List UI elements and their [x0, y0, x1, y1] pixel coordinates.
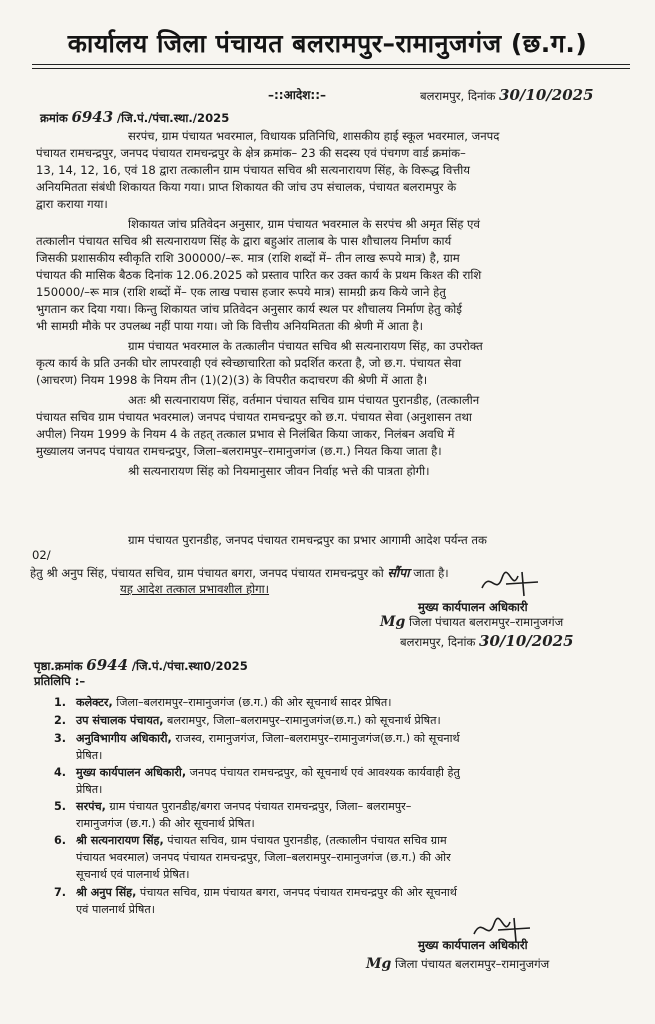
copy-item-number: 4. — [54, 766, 67, 779]
copy-item-head: सरपंच, — [76, 800, 106, 813]
order-line: भी सामग्री मौके पर उपलब्ध नहीं पाया गया। जो कि वित्तीय अनियमितता की श्रेणी में आता है। — [36, 319, 424, 333]
effective-statement: यह आदेश तत्काल प्रभावशील होगा। — [120, 582, 270, 596]
copy-item-number: 3. — [54, 732, 67, 745]
order-number — [40, 108, 229, 126]
sig1-designation: मुख्य कार्यपालन अधिकारी — [418, 600, 528, 614]
copy-item-head: श्री अनुप सिंह, — [76, 886, 137, 899]
title-underline — [32, 64, 630, 65]
copy-item-head: अनुविभागीय अधिकारी, — [76, 732, 172, 745]
order-last-line — [30, 564, 449, 581]
copy-list-item: सूचनार्थ एवं पालनार्थ प्रेषित। — [76, 868, 190, 881]
order-line: ग्राम पंचायत पुरानडीह, जनपद पंचायत रामचन्द्रपुर का प्रभार आगामी आदेश पर्यन्त तक — [128, 533, 487, 547]
copy-item-text: श्री अनुप सिंह, पंचायत सचिव, ग्राम पंचायत बगरा, जनपद पंचायत रामचन्द्रपुर की ओर सूचनार्थ — [76, 886, 457, 899]
header-place-date — [420, 86, 594, 104]
copy-item-text: कलेक्टर, जिला–बलरामपुर–रामानुजगंज (छ.ग.) की ओर सूचनार्थ सादर प्रेषित। — [76, 696, 392, 709]
order-line: द्वारा कराया गया। — [36, 197, 108, 211]
sig1-place-date-label: बलरामपुर, दिनांक — [400, 635, 476, 649]
kramank-label: क्रमांक — [40, 111, 68, 125]
copy-item-text: श्री सत्यनारायण सिंह, पंचायत सचिव, ग्राम पंचायत पुरानडीह, (तत्कालीन पंचायत सचिव ग्राम — [76, 834, 447, 847]
initials-mark-2: Mg — [366, 956, 392, 972]
order-line: मुख्यालय जनपद पंचायत रामचन्द्रपुर, जिला–बलरामपुर–रामानुजगंज (छ.ग.) नियत किया जाता है। — [36, 444, 442, 458]
copy-list-item: प्रेषित। — [76, 783, 103, 796]
copy-item-number: 7. — [54, 886, 67, 899]
copy-item-head: कलेक्टर, — [76, 696, 113, 709]
copy-item-text: मुख्य कार्यपालन अधिकारी, जनपद पंचायत रामचन्द्रपुर, को सूचनार्थ एवं आवश्यक कार्यवाही हेतु — [76, 766, 460, 779]
copy-item-number: 6. — [54, 834, 67, 847]
order-line: पंचायत की मासिक बैठक दिनांक 12.06.2025 को प्रस्ताव पारित कर उक्त कार्य के प्रथम किश्त की राशि — [36, 268, 482, 282]
endorsement-kramank-label: पृष्ठा.क्रमांक — [34, 659, 83, 673]
copy-list-item — [54, 832, 628, 849]
order-line: जिसकी प्रशासकीय स्वीकृति राशि 300000/–रू. मात्र (राशि शब्दों में– तीन लाख रूपये मात्र) है, ग्राम — [36, 251, 460, 265]
copy-list-item — [54, 798, 628, 815]
place-date-label: बलरामपुर, दिनांक — [420, 89, 496, 103]
order-line: पंचायत सचिव ग्राम पंचायत भवरमाल) जनपद पंचायत रामचन्द्रपुर को छ.ग. पंचायत सेवा (अनुशासन तथा — [36, 410, 472, 424]
order-line: 150000/–रू मात्र (राशि शब्दों में– एक लाख पचास हजार रूपये मात्र) सामग्री क्रय किये जाने हेतु — [36, 285, 446, 299]
order-line: सरपंच, ग्राम पंचायत भवरमाल, विधायक प्रतिनिधि, शासकीय हाई स्कूल भवरमाल, जनपद — [128, 129, 500, 143]
sig1-handwritten-date: 30/10/2025 — [479, 632, 574, 650]
last-line-suffix: जाता है। — [413, 566, 449, 580]
copy-list-item — [54, 694, 628, 711]
sig1-office-text: जिला पंचायत बलरामपुर–रामानुजगंज — [408, 615, 564, 629]
copy-list-item: रामानुजगंज (छ.ग.) की ओर सूचनार्थ प्रेषित। — [76, 817, 255, 830]
copy-item-text: अनुविभागीय अधिकारी, राजस्व, रामानुजगंज, जिला–बलरामपुर–रामानुजगंज(छ.ग.) को सूचनार्थ — [76, 732, 460, 745]
copy-list-item — [54, 712, 628, 729]
aadesh-heading: –::आदेश::– — [268, 88, 326, 102]
copy-item-number: 2. — [54, 714, 67, 727]
order-line: भुगतान कर दिया गया। किन्तु शिकायत जांच प्रतिवेदन अनुसार कार्य स्थल पर शौचालय निर्माण हेतु कोई — [36, 302, 462, 316]
endorsement-kramank-ref: /जि.पं./पंचा.स्था0/2025 — [131, 659, 248, 673]
initials-mark-1: Mg — [380, 614, 406, 630]
copy-list-item: पंचायत भवरमाल) जनपद पंचायत रामचन्द्रपुर, जिला–बलरामपुर–रामानुजगंज (छ.ग.) की ओर — [76, 851, 451, 864]
copy-list-item — [54, 730, 628, 747]
sig2-designation: मुख्य कार्यपालन अधिकारी — [418, 938, 528, 952]
copy-item-text: उप संचालक पंचायत, बलरामपुर, जिला–बलरामपुर–रामानुजगंज(छ.ग.) को सूचनार्थ प्रेषित। — [76, 714, 441, 727]
copy-item-number: 5. — [54, 800, 67, 813]
copy-item-head: मुख्य कार्यपालन अधिकारी, — [76, 766, 187, 779]
kramank-number: 6943 — [71, 108, 114, 126]
copy-item-head: उप संचालक पंचायत, — [76, 714, 164, 727]
order-line: शिकायत जांच प्रतिवेदन अनुसार, ग्राम पंचायत भवरमाल के सरपंच श्री अमृत सिंह एवं — [128, 217, 480, 231]
copy-list-item: प्रेषित। — [76, 749, 103, 762]
sig1-office — [380, 614, 563, 630]
copy-item-number: 1. — [54, 696, 67, 709]
order-line: अतः श्री सत्यनारायण सिंह, वर्तमान पंचायत सचिव ग्राम पंचायत पुरानडीह, (तत्कालीन — [128, 393, 480, 407]
serial-02: 02/ — [32, 548, 51, 562]
sig1-place-date — [400, 632, 574, 650]
sig2-office-text: जिला पंचायत बलरामपुर–रामानुजगंज — [394, 957, 550, 971]
last-line-prefix: हेतु श्री अनुप सिंह, पंचायत सचिव, ग्राम पंचायत बगरा, जनपद पंचायत रामचन्द्रपुर को — [30, 566, 384, 580]
copy-item-head: श्री सत्यनारायण सिंह, — [76, 834, 164, 847]
last-line-handwritten: सौंपा — [387, 565, 410, 580]
endorsement-number — [34, 656, 248, 674]
pratilipi-label: प्रतिलिपि :– — [34, 674, 86, 688]
copy-item-text: सरपंच, ग्राम पंचायत पुरानडीह/बगरा जनपद पंचायत रामचन्द्रपुर, जिला– बलरामपुर– — [76, 800, 412, 813]
order-line: (आचरण) नियम 1998 के नियम तीन (1)(2)(3) के विपरीत कदाचरण की श्रेणी में आता है। — [36, 373, 428, 387]
endorsement-kramank-number: 6944 — [86, 656, 129, 674]
order-line: कृत्य कार्य के प्रति उनकी घोर लापरवाही एवं स्वेच्छाचारिता को प्रदर्शित करता है, जो छ.ग. पंचायत सेवा — [36, 356, 462, 370]
order-line: पंचायत रामचन्द्रपुर, जनपद पंचायत रामचन्द्रपुर के क्षेत्र क्रमांक– 23 की सदस्य एवं पंचगण वार्ड क्रमांक– — [36, 146, 466, 160]
order-line: 13, 14, 12, 16, एवं 18 द्वारा तत्कालीन ग्राम पंचायत सचिव श्री सत्यनारायण सिंह, के विरूद्ध वित्तीय — [36, 163, 471, 177]
order-line: अपील) नियम 1999 के नियम 4 के तहत् तत्काल प्रभाव से निलंबित किया जाकर, निलंबन अवधि में — [36, 427, 455, 441]
sig2-office — [366, 956, 549, 972]
order-line: अनियमितता संबंधी शिकायत किया गया। प्राप्त शिकायत की जांच उप संचालक, पंचायत बलरामपुर के — [36, 180, 457, 194]
handwritten-date: 30/10/2025 — [499, 86, 594, 104]
copy-list-item — [54, 764, 628, 781]
kramank-ref: /जि.पं./पंचा.स्था./2025 — [116, 111, 230, 125]
order-line: ग्राम पंचायत भवरमाल के तत्कालीन पंचायत सचिव श्री सत्यनारायण सिंह, का उपरोक्त — [128, 339, 483, 353]
signature-mark-1 — [478, 566, 544, 602]
order-line: श्री सत्यनारायण सिंह को नियमानुसार जीवन निर्वाह भत्ते की पात्रता होगी। — [128, 464, 430, 478]
copy-list-item: एवं पालनार्थ प्रेषित। — [76, 903, 155, 916]
copy-list-item — [54, 884, 628, 901]
office-title: कार्यालय जिला पंचायत बलरामपुर–रामानुजगंज (छ.ग.) — [67, 29, 588, 58]
order-line: तत्कालीन पंचायत सचिव श्री सत्यनारायण सिंह के द्वारा बहुआंर तालाब के पास शौचालय निर्माण कार्य — [36, 234, 452, 248]
title-underline-thin — [32, 68, 630, 69]
